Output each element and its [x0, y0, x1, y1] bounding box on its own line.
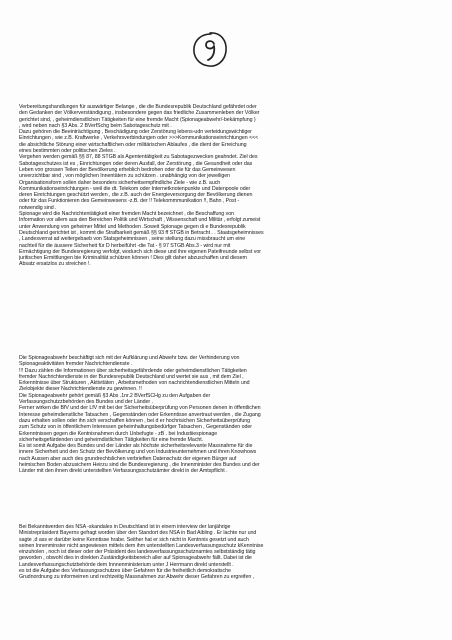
- text-line: den Gedanken der Völkerverständigung , insbesondere gegen das friedliche Zusammenleben der Völker: [19, 110, 260, 117]
- text-line: unverzichtbar sind , von möglichen Innentätern zu schützen . unabhängig von der jeweiligen: [19, 173, 231, 180]
- text-line: Verfassungschutzzbehörden des Bundes und der Länder .: [19, 399, 153, 406]
- text-line: notwendig sind .: [19, 204, 57, 211]
- text-line: Ermächtigung der Bundesregierung verfolgt, wodurch sich diese und ihre eigenen Pateifreunde selbst vor: [19, 248, 261, 255]
- text-line: Vergehen werden gemäß §§ 87, 88 STGB als Agententätigkeit zu Sabotagezwecken geahndet. Ziel des: [19, 154, 258, 161]
- text-line: dazu erhalten sollen oder ihn sich verschaffen können , bei d er hochrisichen Sicherheitsüberprüfung: [19, 417, 251, 424]
- text-line: einzuholen , noch ist dieser oder der Präsident des landesverfassungsschutznamtes selbstständig tätig: [19, 549, 256, 556]
- text-line: Grudnordnung zu informeirren und rechtzeitig Massnahmen zur Abwehr dieser Gefahren zu ergreifen ,: [19, 574, 255, 581]
- text-line: Erkenntnissen gegen die Kentnisnahmen durch Unbefugte - zB . bei Industiiespionage: [19, 430, 218, 437]
- paragraph-sabotage-and-espionage: [19, 104, 435, 268]
- page-number-circle: [194, 33, 226, 66]
- paragraph-nsa-scandal: [19, 524, 435, 581]
- text-line: Sabotageschutzes ist es , Einrichtungen oder deren Ausfall, der Zerstörung , die Gesundheit oder das: [19, 160, 253, 167]
- text-line: Kommunikationseinrichtungen - weil die dt. Telekom oder Internetknotenpunkte und Datenpoole oder: [19, 185, 251, 192]
- text-line: Information vor allem aus den Bereichen Politik und Wirtschaft , Wissenschaft und Militär , erfolgt zumeist: [19, 217, 261, 224]
- text-line: nachteil für die äussere Sicherheit für D herbeiführt -die Tat - § 97 STGB Abs.3 - wird nur mit: [19, 242, 231, 249]
- text-line: Organisationsform sollen daher besonders sicherheitsempfindliche Ziele - wie z.B. auch: [19, 179, 221, 186]
- text-line: Länder mit den ihnen direkt unterstellten Verfassungsschutzämter direkt in der Amtspflicht .: [19, 468, 228, 475]
- text-line: Deutschland gerichtet ist , kommt die Strafbarkeit gemäß §§ 93 ff STGB in Betracht . . Staatsgeheimnisses: [19, 229, 264, 236]
- text-line: gerichtet sind, , geheimdienstlichen Tätigkeiten für eine fremde Macht (Spionageabwehr/-bekämpfung ): [19, 116, 256, 123]
- text-line: Absatz ersatzlos zu streichen !.: [19, 261, 91, 268]
- text-line: nach Aussen aber auch des grundrechtslichen verbrieften Datenschutz der eigenen Bürger auf: [19, 455, 237, 462]
- text-line: Spionageaktivitäten fremder Nachrichtendienste .: [19, 361, 133, 368]
- text-line: unter Anwendung von geheimer Mittel und Methoden .Soweit Spionage gegen di e Bundesrepublik: [19, 223, 246, 230]
- text-line: Ferner wirken die BfV und der LfV mit bei der Sicherheitsüberprüfung von Personen denen in öffentlichen: [19, 405, 261, 412]
- text-line: Bei Bekanntwerden des NSA -skandales in Deutschland ist in einem interview der lanjährige: [19, 524, 231, 530]
- text-line: , wird neben nach §3 Abs. 2 BVerfSchg beim Sabotageschutz mit .: [19, 122, 172, 129]
- text-line: es ist die Aufgabe des Verfassungsschutzes über Gefahren für die freiheitlich demokratische: [19, 568, 231, 575]
- text-line: fremder Nachrichtendienste in der Bundesrepublik Deutschland und wertet sie aus , mit dem Ziel ,: [19, 373, 244, 380]
- text-line: Erkenntnisse über Strukturen , Aktivitäten , Arbeitsmethoden von nachrichtendienstlichen Mitteln und: [19, 380, 250, 387]
- text-line: Ministrepräsident Bayerns gefragt worden über den Standort des NSA in Bad Aibling . Er lachte nur und: [19, 530, 257, 537]
- text-line: !!! Dazu zählen die Informationen über sicherheitsgefährdende oder geheimdienstlichen Tätigkeiten: [19, 367, 247, 374]
- text-line: geworden , obwohl dies in direkten Zuständigkeitsbereich aller auf Spionageabwehr fällt. Dabei ist die: [19, 555, 252, 562]
- text-line: Spionage wird die Nachrichtentätigkeit einer fremden Macht bezeichnet , die Beschaffung von: [19, 211, 235, 218]
- text-line: Zielobjekte dieser Nachrichtendienste zu gewinnen. !!: [19, 386, 142, 393]
- page-number-digit: [206, 41, 214, 60]
- paragraph-espionage-defense: [19, 355, 435, 475]
- text-line: innere Sicherheit und den Schutz der Bevölkerung und von Industrieunternehmen und ihren Knowhows: [19, 449, 257, 456]
- text-line: Die Spionageabwehr beschäftigt sich mit der Aufklärung und Abwehr bzw. der Verhinderung von: [19, 355, 240, 361]
- text-line: Dazu gehören die Beeinträchtigung , Beschädigung oder Zerstörung lebens-udn verteidungswichtiger: [19, 129, 252, 136]
- text-line: Interesse geheimdienstliche Tatsachen , Gegenständen oder Erkenntisse anvertraut werden , die Zugang: [19, 411, 261, 418]
- text-line: deren Einrichtungen geschützt werden , die z.B. auch der Energieversorgung der Bevölkerung dienen: [19, 192, 253, 199]
- text-line: sagte ,d ass er darübrr keine Kenntisse hrabe. Seither hat er sich nicht in Kentnnis gesetzt und auch: [19, 536, 249, 543]
- handwritten-page-number: [190, 30, 230, 70]
- text-line: Leben von grossen Teilen der Bevölkerung erheblich bedrohen oder die für das Gemeinwesen: [19, 166, 236, 173]
- text-line: sicherheitsgefärdenden und geheimdistlichen Tätigkeiten für eine fremde Macht.: [19, 436, 204, 443]
- text-line: , Landesverrat ad weitergebaeb von Statsgeheimnissen , seine stellung dazu missbraucht um eine: [19, 236, 246, 243]
- text-line: juritischen Ermittlungen bie Kriminalität schützen können ! Dies gilt daher abzuschaffen und diesem: [19, 255, 247, 262]
- text-line: eines bestimmten oder politischen Zieles .: [19, 148, 116, 155]
- text-line: Verbereitungshandlungen für auswärtiger Belange , die die Bundesrepublik Deutschland gefährdet oder: [19, 104, 257, 110]
- text-line: die absichtliche Störung einer wirtschaftlichen oder militärischen Ablaufes , die dient der Erreichung: [19, 141, 247, 148]
- text-line: zum Schutz von in öffentlichem Interessen geheimhaltungsbedürfger Tatsachen , Gegenständen oder: [19, 424, 252, 431]
- text-line: Es ist somit Aufgabe des Bundes und der Länder als höchste sicherheitsrelevante Massnahme für die: [19, 443, 253, 450]
- text-line: seinen Innenminster nicht angewiesen mittels dem ihm unterstellten Landesverfassungsschutz kKenntnise: [19, 542, 264, 549]
- text-line: Einrichtungen , wie z.B. Kraftwerke , Verkehrsverbindungen oder >>>Kommunikationseinrichtungen <<<: [19, 135, 259, 142]
- text-line: oder für das Funktionieren des Gemeinwesens -z.B. der !! Telekommmunikation !!, Bahn , Post -: [19, 198, 240, 205]
- text-line: Landesverfassungschutzbehörde dem Innnenministerium unter J Herrmann direkt unterstellt .: [19, 561, 234, 568]
- text-line: heimischen Boden abzusichern Heirzu sind die Bundesregierung , die Innenminister des Bundes und der: [19, 462, 260, 469]
- text-line: Die Spionageabwehr gehört gemäß §3 Abs .1nr.2 BVerfSCHg zu den Aufgaben der: [19, 392, 211, 399]
